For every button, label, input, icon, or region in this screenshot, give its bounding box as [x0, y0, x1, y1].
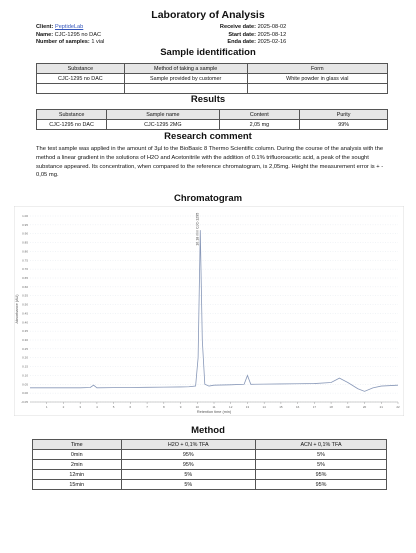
table-header-cell: Time — [33, 440, 122, 450]
table-header-cell: Method of taking a sample — [124, 64, 247, 74]
table-header-row — [37, 110, 388, 120]
table-cell: 12min — [33, 470, 122, 480]
x-tick-label: 13 — [245, 405, 250, 409]
research-comment-title: Research comment — [164, 131, 252, 142]
table-cell: 95% — [121, 450, 256, 460]
y-tick-label: 0.45 — [22, 311, 28, 316]
results-title: Results — [190, 94, 226, 105]
table-header-cell: Substance — [37, 64, 125, 74]
table-cell: 2,05 mg — [219, 120, 300, 130]
table-cell: 5% — [121, 480, 256, 490]
table-cell: 15min — [33, 480, 122, 490]
y-tick-label: 0.55 — [22, 293, 28, 298]
start-value: 2025-08-12 — [257, 31, 287, 38]
method-title: Method — [191, 425, 225, 436]
table-header-cell: H2O + 0,1% TFA — [121, 440, 256, 450]
x-tick-label: 11 — [212, 405, 216, 409]
y-tick-label: 0.65 — [22, 276, 28, 280]
table-header-cell: ACN + 0,1% TFA — [256, 440, 387, 450]
end-value: 2025-02-16 — [257, 39, 287, 46]
table-cell: 5% — [256, 460, 387, 470]
x-tick-label: 5 — [112, 405, 115, 409]
x-tick-label: 16 — [295, 405, 300, 409]
samples-label: Number of samples: — [36, 39, 90, 46]
chromatogram-chart — [14, 206, 404, 416]
y-tick-label: 0.40 — [22, 320, 28, 325]
research-comment-text: The test sample was applied in the amount of 3µl to the BioBasic 8 Thermo Scientific column. During the course of the analysis with the method a linear gradient in the solutions of H2O and Acetonitrile with the addition of 0.1% trifluoroacetic acid, a peak of the sought substance appeared. Its concentration, when compared to the reference chromatogram, is 2,05mg. Height the measurement error is + - 0,05 mg. — [36, 146, 384, 179]
y-tick-label: 0.15 — [22, 364, 28, 369]
samples-value: 1 vial — [91, 39, 105, 46]
x-tick-label: 2 — [62, 405, 65, 409]
table-cell: 95% — [256, 480, 387, 490]
x-tick-label: 8 — [162, 405, 165, 409]
y-tick-label: 0.30 — [22, 338, 28, 342]
x-tick-label: 15 — [279, 405, 283, 409]
x-tick-label: 4 — [96, 405, 98, 409]
chart-frame — [14, 206, 404, 416]
table-header-row — [37, 64, 388, 74]
table-row — [33, 470, 387, 480]
sample-identification-table — [36, 63, 388, 94]
end-label: Enda date: — [227, 39, 256, 46]
table-cell: 0min — [33, 450, 122, 460]
table-cell: 2min — [33, 460, 122, 470]
y-tick-label: 1.00 — [22, 214, 28, 218]
client-info — [36, 24, 104, 47]
receive-value: 2025-08-02 — [257, 24, 287, 30]
x-tick-label: 21 — [379, 405, 383, 409]
x-tick-label: 19 — [346, 405, 350, 409]
table-cell: 5% — [256, 450, 387, 460]
x-tick-label: 20 — [362, 405, 367, 409]
y-tick-label: 0.75 — [22, 258, 28, 263]
y-tick-label: 0.20 — [22, 355, 28, 360]
method-table — [32, 439, 387, 490]
x-tick-label: 17 — [312, 405, 317, 409]
x-tick-label: 18 — [329, 405, 333, 409]
table-header-cell: Purity — [300, 110, 388, 120]
table-row-empty — [37, 84, 388, 94]
y-tick-label: 0.10 — [22, 373, 28, 378]
y-axis-label: Absorbance (AU) — [15, 294, 19, 324]
x-tick-label: 1 — [45, 405, 48, 409]
name-value: CJC-1295 no DAC — [54, 31, 101, 38]
x-tick-label: 3 — [79, 405, 82, 409]
table-cell: White powder in glass vial — [247, 74, 387, 84]
y-tick-label: 0.25 — [22, 346, 28, 351]
y-tick-label: 0.35 — [22, 329, 28, 334]
name-label: Name: — [36, 31, 54, 38]
y-tick-label: 0.80 — [22, 249, 28, 254]
y-tick-label: 0.05 — [22, 382, 28, 387]
peak-label: 10.18 min CJC-1295 — [195, 212, 200, 246]
table-row — [33, 460, 387, 470]
y-tick-label: 0.90 — [22, 231, 28, 236]
table-row — [33, 450, 387, 460]
table-cell: Sample provided by customer — [124, 74, 247, 84]
sample-identification-title: Sample identification — [160, 47, 256, 58]
y-tick-label: 0.95 — [22, 222, 28, 227]
x-tick-label: 6 — [129, 405, 132, 409]
table-cell: 5% — [121, 470, 256, 480]
table-cell: 95% — [256, 470, 387, 480]
page-title: Laboratory of Analysis — [151, 9, 265, 21]
y-tick-label: 0.70 — [22, 267, 28, 272]
table-header-cell: Sample name — [107, 110, 219, 120]
table-cell: 95% — [121, 460, 256, 470]
table-row — [33, 480, 387, 490]
table-cell: CJC-1295 2MG — [107, 120, 219, 130]
chromatogram-title: Chromatogram — [173, 193, 243, 204]
table-header-cell: Substance — [37, 110, 107, 120]
x-tick-label: 22 — [396, 405, 400, 409]
x-tick-label: 14 — [262, 405, 266, 409]
dates-info — [218, 24, 286, 47]
client-label: Client: — [36, 24, 54, 30]
table-row — [37, 120, 388, 130]
x-tick-label: 10 — [195, 405, 199, 409]
y-tick-label: 0.50 — [22, 302, 28, 307]
results-table — [36, 109, 388, 130]
y-tick-label: 0.00 — [22, 391, 28, 396]
table-cell: 99% — [300, 120, 388, 130]
y-tick-label: -0.05 — [21, 400, 28, 404]
table-cell: CJC-1295 no DAC — [37, 120, 107, 130]
start-label: Start date: — [228, 31, 256, 38]
y-tick-label: 0.85 — [22, 240, 28, 245]
table-header-cell: Form — [247, 64, 387, 74]
y-tick-label: 0.60 — [22, 284, 28, 289]
client-link[interactable]: PeptideLab — [54, 24, 84, 30]
table-cell: CJC-1295 no DAC — [37, 74, 125, 84]
table-header-row — [33, 440, 387, 450]
table-row — [37, 74, 388, 84]
table-header-cell: Content — [219, 110, 300, 120]
x-tick-label: 7 — [146, 405, 148, 409]
receive-label: Receive date: — [219, 24, 256, 30]
x-tick-label: 9 — [179, 405, 182, 409]
x-axis-label: Retention time (min) — [196, 410, 232, 414]
x-tick-label: 12 — [229, 405, 233, 409]
